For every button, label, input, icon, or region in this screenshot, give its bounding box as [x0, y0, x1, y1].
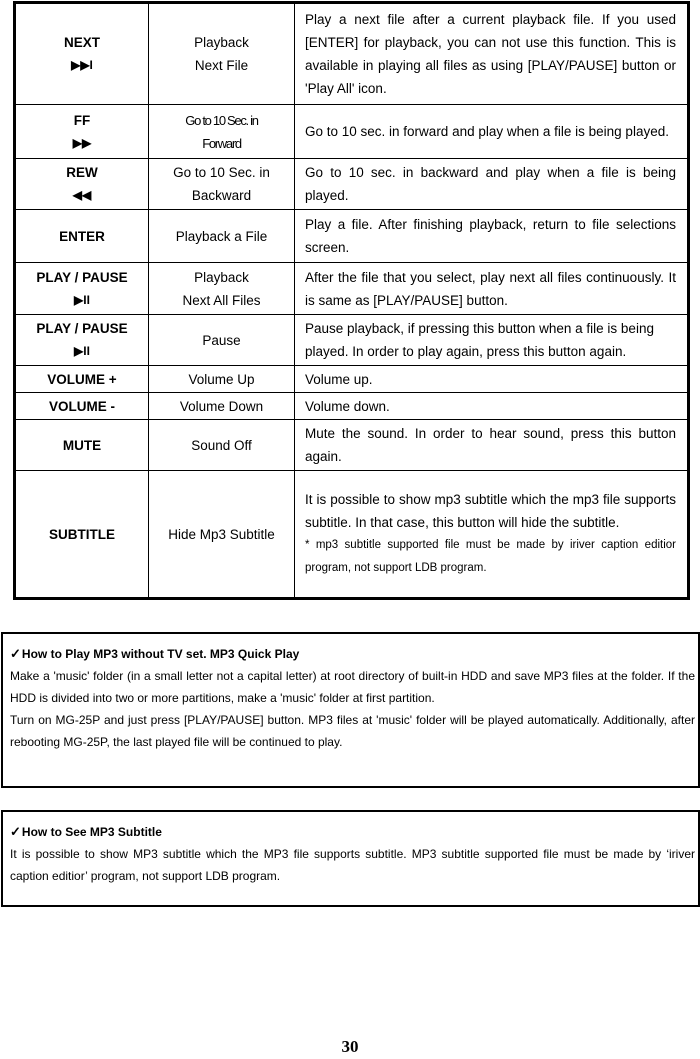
rewind-icon: ◀◀ [72, 188, 92, 202]
function-line: Playback [194, 35, 249, 50]
function-cell: Playback a File [149, 210, 295, 263]
function-cell: Hide Mp3 Subtitle [149, 471, 295, 599]
next-symbol-icon: ▶▶I [71, 58, 93, 72]
function-line: Go to 10 Sec. in [185, 112, 258, 128]
function-cell: Pause [149, 315, 295, 366]
checkmark-icon: ✓ [10, 824, 21, 839]
key-name: VOLUME - [49, 398, 115, 414]
key-cell [15, 420, 149, 471]
page-number: 30 [341, 1037, 359, 1056]
function-line: Backward [191, 188, 252, 203]
key-name: MUTE [62, 437, 102, 453]
key-name: PLAY / PAUSE [36, 269, 128, 285]
tip-paragraph: Turn on MG-25P and just press [PLAY/PAUSE] button. MP3 files at 'music' folder will be played automatically. Additionally, after rebooting MG-25P, the last played file will be continued to play. [10, 713, 695, 749]
function-cell: Sound Off [149, 420, 295, 471]
description-cell: Volume down. [295, 393, 689, 420]
description-cell: Play a file. After finishing playback, return to file selections screen. [295, 210, 689, 263]
key-cell [15, 471, 149, 599]
table-row [15, 393, 689, 420]
key-name: VOLUME + [47, 371, 117, 387]
description-cell [295, 471, 689, 599]
tip-box-subtitle [1, 810, 700, 907]
key-cell [15, 366, 149, 393]
description-cell: Go to 10 sec. in forward and play when a file is being played. [295, 105, 689, 159]
function-cell [149, 263, 295, 315]
key-cell [15, 105, 149, 159]
table-row [15, 105, 689, 159]
key-cell [15, 3, 149, 105]
tip-heading [10, 821, 698, 843]
key-cell [15, 263, 149, 315]
function-line: Next File [194, 58, 249, 73]
description-cell: Volume up. [295, 366, 689, 393]
function-line: Next All Files [182, 292, 261, 308]
table-row [15, 366, 689, 393]
tip-title: How to Play MP3 without TV set. MP3 Quick Play [21, 647, 300, 661]
description-text: It is possible to show mp3 subtitle which the mp3 file supports subtitle. In that case, this button will hide the subtitle. [305, 492, 676, 530]
play-pause-icon: ▶II [74, 344, 90, 358]
table-row [15, 210, 689, 263]
description-cell: Play a next file after a current playback file. If you used [ENTER] for playback, you can not use this function. This is available in playing all files as using [PLAY/PAUSE] button or 'Play All' icon. [295, 3, 689, 105]
key-cell [15, 315, 149, 366]
tip-title: How to See MP3 Subtitle [21, 825, 162, 839]
fast-forward-icon: ▶▶ [72, 135, 92, 150]
function-cell: Volume Up [149, 366, 295, 393]
button-function-table [13, 1, 690, 600]
description-cell: Pause playback, if pressing this button when a file is being played. In order to play again, press this button again. [295, 315, 689, 366]
key-name: REW [66, 165, 98, 180]
key-cell [15, 393, 149, 420]
tip-heading [10, 643, 698, 665]
key-cell [15, 159, 149, 210]
function-cell [149, 159, 295, 210]
tip-paragraph: It is possible to show MP3 subtitle which the MP3 file supports subtitle. MP3 subtitle supported file must be made by ‘iriver caption editior’ program, not support LDB program. [10, 847, 695, 883]
play-pause-icon: ▶II [74, 292, 90, 307]
key-name: FF [73, 112, 91, 128]
function-line: Go to 10 Sec. in [173, 165, 270, 180]
function-cell: Volume Down [149, 393, 295, 420]
tip-paragraph: Make a 'music' folder (in a small letter not a capital letter) at root directory of built-in HDD and save MP3 files at the folder. If the HDD is divided into two or more partitions, make a 'music' folder at first partition. [10, 669, 695, 705]
key-name: NEXT [63, 35, 100, 50]
function-cell [149, 3, 295, 105]
description-cell: Go to 10 sec. in backward and play when a file is being played. [295, 159, 689, 210]
description-cell: Mute the sound. In order to hear sound, press this button again. [295, 420, 689, 471]
function-line: Playback [194, 269, 249, 285]
tip-box-quick-play [1, 632, 700, 788]
key-cell [15, 210, 149, 263]
table-row [15, 159, 689, 210]
subtitle-note: * mp3 subtitle supported file must be made by iriver caption editior program, not support LDB program. [305, 539, 676, 574]
checkmark-icon: ✓ [10, 646, 21, 661]
key-name: SUBTITLE [49, 526, 115, 542]
table-row [15, 420, 689, 471]
function-cell [149, 105, 295, 159]
table-row [15, 315, 689, 366]
table-row [15, 263, 689, 315]
table-row [15, 471, 689, 599]
table-row [15, 3, 689, 105]
key-name: ENTER [59, 228, 105, 244]
description-cell: After the file that you select, play next all files continuously. It is same as [PLAY/PAUSE] button. [295, 263, 689, 315]
function-line: Forward [202, 135, 241, 151]
key-name: PLAY / PAUSE [36, 321, 128, 336]
